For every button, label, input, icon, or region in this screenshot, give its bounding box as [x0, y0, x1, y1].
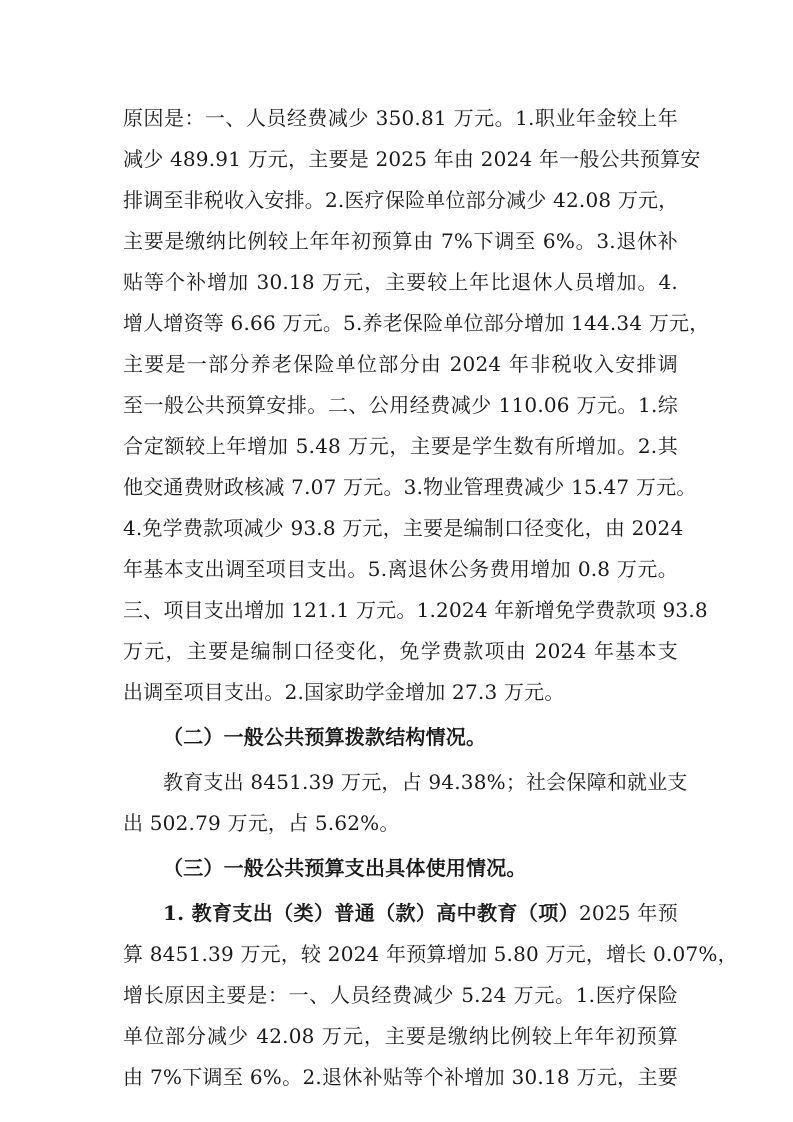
item-heading-bold: 1. 教育支出（类）普通（款）高中教育（项） [163, 901, 579, 925]
paragraph-line: 算 8451.39 万元，较 2024 年预算增加 5.80 万元，增长 0.07%， [123, 942, 738, 966]
paragraph-line: 由 7%下调至 6%。2.退休补贴等个补增加 30.18 万元，主要 [123, 1065, 678, 1089]
section-heading-3: （三）一般公共预算支出具体使用情况。 [163, 856, 527, 880]
paragraph-line: 主要是一部分养老保险单位部分由 2024 年非税收入安排调 [123, 352, 678, 376]
paragraph-line: 合定额较上年增加 5.48 万元，主要是学生数有所增加。2.其 [123, 434, 678, 458]
paragraph-line: 教育支出 8451.39 万元，占 94.38%；社会保障和就业支 [163, 770, 688, 794]
item-heading-rest: 2025 年预 [578, 901, 678, 925]
paragraph-line: 三、项目支出增加 121.1 万元。1.2024 年新增免学费款项 93.8 [123, 598, 708, 622]
paragraph-line: 万元，主要是编制口径变化，免学费款项由 2024 年基本支 [123, 639, 678, 663]
paragraph-line: 至一般公共预算安排。二、公用经费减少 110.06 万元。1.综 [123, 393, 678, 417]
paragraph-line: 贴等个补增加 30.18 万元，主要较上年比退休人员增加。4. [123, 270, 678, 294]
paragraph-line: 减少 489.91 万元，主要是 2025 年由 2024 年一般公共预算安 [123, 147, 701, 171]
paragraph-line: 单位部分减少 42.08 万元，主要是缴纳比例较上年年初预算 [123, 1024, 678, 1048]
paragraph-line: 4.免学费款项减少 93.8 万元，主要是编制口径变化，由 2024 [123, 516, 684, 540]
paragraph-line: 排调至非税收入安排。2.医疗保险单位部分减少 42.08 万元， [123, 188, 679, 212]
paragraph-line: 原因是：一、人员经费减少 350.81 万元。1.职业年金较上年 [123, 106, 678, 130]
paragraph-line: 增人增资等 6.66 万元。5.养老保险单位部分增加 144.34 万元， [123, 311, 710, 335]
paragraph-line: 出 502.79 万元，占 5.62%。 [123, 811, 400, 835]
paragraph-line: 出调至项目支出。2.国家助学金增加 27.3 万元。 [123, 680, 565, 704]
paragraph-line: 增长原因主要是：一、人员经费减少 5.24 万元。1.医疗保险 [123, 983, 678, 1007]
section-heading-2: （二）一般公共预算拨款结构情况。 [163, 725, 487, 749]
paragraph-line: 年基本支出调至项目支出。5.离退休公务费用增加 0.8 万元。 [123, 557, 678, 581]
paragraph-line: 主要是缴纳比例较上年年初预算由 7%下调至 6%。3.退休补 [123, 229, 678, 253]
paragraph-line: 他交通费财政核减 7.07 万元。3.物业管理费减少 15.47 万元。 [123, 475, 697, 499]
item-heading-line [163, 893, 678, 933]
